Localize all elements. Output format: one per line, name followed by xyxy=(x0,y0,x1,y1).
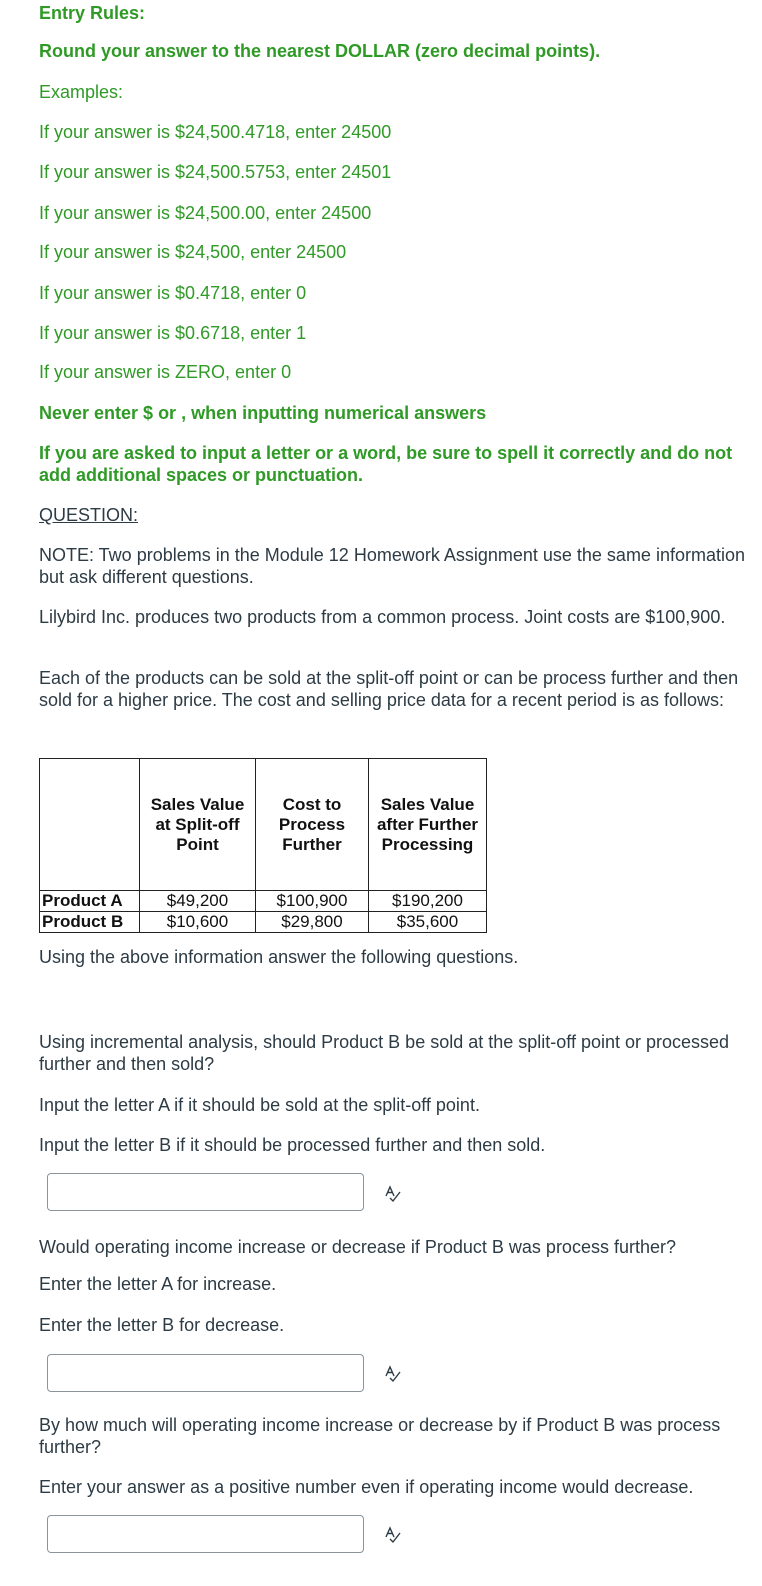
table-cell: $35,600 xyxy=(369,912,487,933)
header-sales-value-after: Sales Value after Further Processing xyxy=(369,759,487,891)
round-rule: Round your answer to the nearest DOLLAR (zero decimal points). xyxy=(39,41,601,61)
description-text: Each of the products can be sold at the split-off point or can be process further and then sold for a higher price. The cost and selling price data for a recent period is as follows: xyxy=(39,668,739,710)
row-label: Product A xyxy=(40,891,140,912)
header-cost-to-process: Cost to Process Further xyxy=(256,759,369,891)
spellcheck-icon[interactable] xyxy=(384,1526,402,1544)
row-label: Product B xyxy=(40,912,140,933)
spellcheck-icon[interactable] xyxy=(384,1185,402,1203)
note-text: NOTE: Two problems in the Module 12 Homework Assignment use the same information but ask different questions. xyxy=(39,545,745,587)
part2-prompt: Would operating income increase or decrease if Product B was process further? xyxy=(39,1237,676,1257)
spelling-rule: If you are asked to input a letter or a word, be sure to spell it correctly and do not add additional spaces or punctuation. xyxy=(39,443,733,485)
part2-instruction: Enter the letter B for decrease. xyxy=(39,1315,285,1335)
part1-instruction: Input the letter A if it should be sold at the split-off point. xyxy=(39,1095,480,1115)
table-cell: $100,900 xyxy=(256,891,369,912)
part2-answer-input[interactable] xyxy=(47,1354,364,1392)
example-line: If your answer is $24,500, enter 24500 xyxy=(39,242,347,262)
table-cell: $29,800 xyxy=(256,912,369,933)
never-rule: Never enter $ or , when inputting numerical answers xyxy=(39,403,487,423)
examples-label: Examples: xyxy=(39,82,124,102)
example-line: If your answer is $0.4718, enter 0 xyxy=(39,283,307,303)
question-heading: QUESTION: xyxy=(39,505,139,525)
table-cell: $190,200 xyxy=(369,891,487,912)
entry-rules-heading: Entry Rules: xyxy=(39,3,146,23)
header-sales-value-split-off: Sales Value at Split-off Point xyxy=(140,759,256,891)
part3-answer-input[interactable] xyxy=(47,1515,364,1553)
part3-prompt: By how much will operating income increase or decrease by if Product B was process further? xyxy=(39,1415,721,1457)
example-line: If your answer is $24,500.00, enter 24500 xyxy=(39,203,372,223)
part1-instruction: Input the letter B if it should be processed further and then sold. xyxy=(39,1135,546,1155)
table-cell: $10,600 xyxy=(140,912,256,933)
table-header-row xyxy=(40,759,487,891)
table-cell: $49,200 xyxy=(140,891,256,912)
table-corner-cell xyxy=(40,759,140,891)
example-line: If your answer is $0.6718, enter 1 xyxy=(39,323,307,343)
example-line: If your answer is $24,500.5753, enter 24501 xyxy=(39,162,392,182)
table-row xyxy=(40,891,487,912)
example-line: If your answer is ZERO, enter 0 xyxy=(39,362,292,382)
part1-prompt: Using incremental analysis, should Product B be sold at the split-off point or processed further and then sold? xyxy=(39,1032,730,1074)
after-table-text: Using the above information answer the following questions. xyxy=(39,947,519,967)
cost-data-table xyxy=(39,758,487,933)
spellcheck-icon[interactable] xyxy=(384,1365,402,1383)
table-row xyxy=(40,912,487,933)
intro-text: Lilybird Inc. produces two products from a common process. Joint costs are $100,900. xyxy=(39,607,726,627)
part2-instruction: Enter the letter A for increase. xyxy=(39,1274,277,1294)
part1-answer-input[interactable] xyxy=(47,1173,364,1211)
example-line: If your answer is $24,500.4718, enter 24500 xyxy=(39,122,392,142)
part3-instruction: Enter your answer as a positive number even if operating income would decrease. xyxy=(39,1477,694,1497)
